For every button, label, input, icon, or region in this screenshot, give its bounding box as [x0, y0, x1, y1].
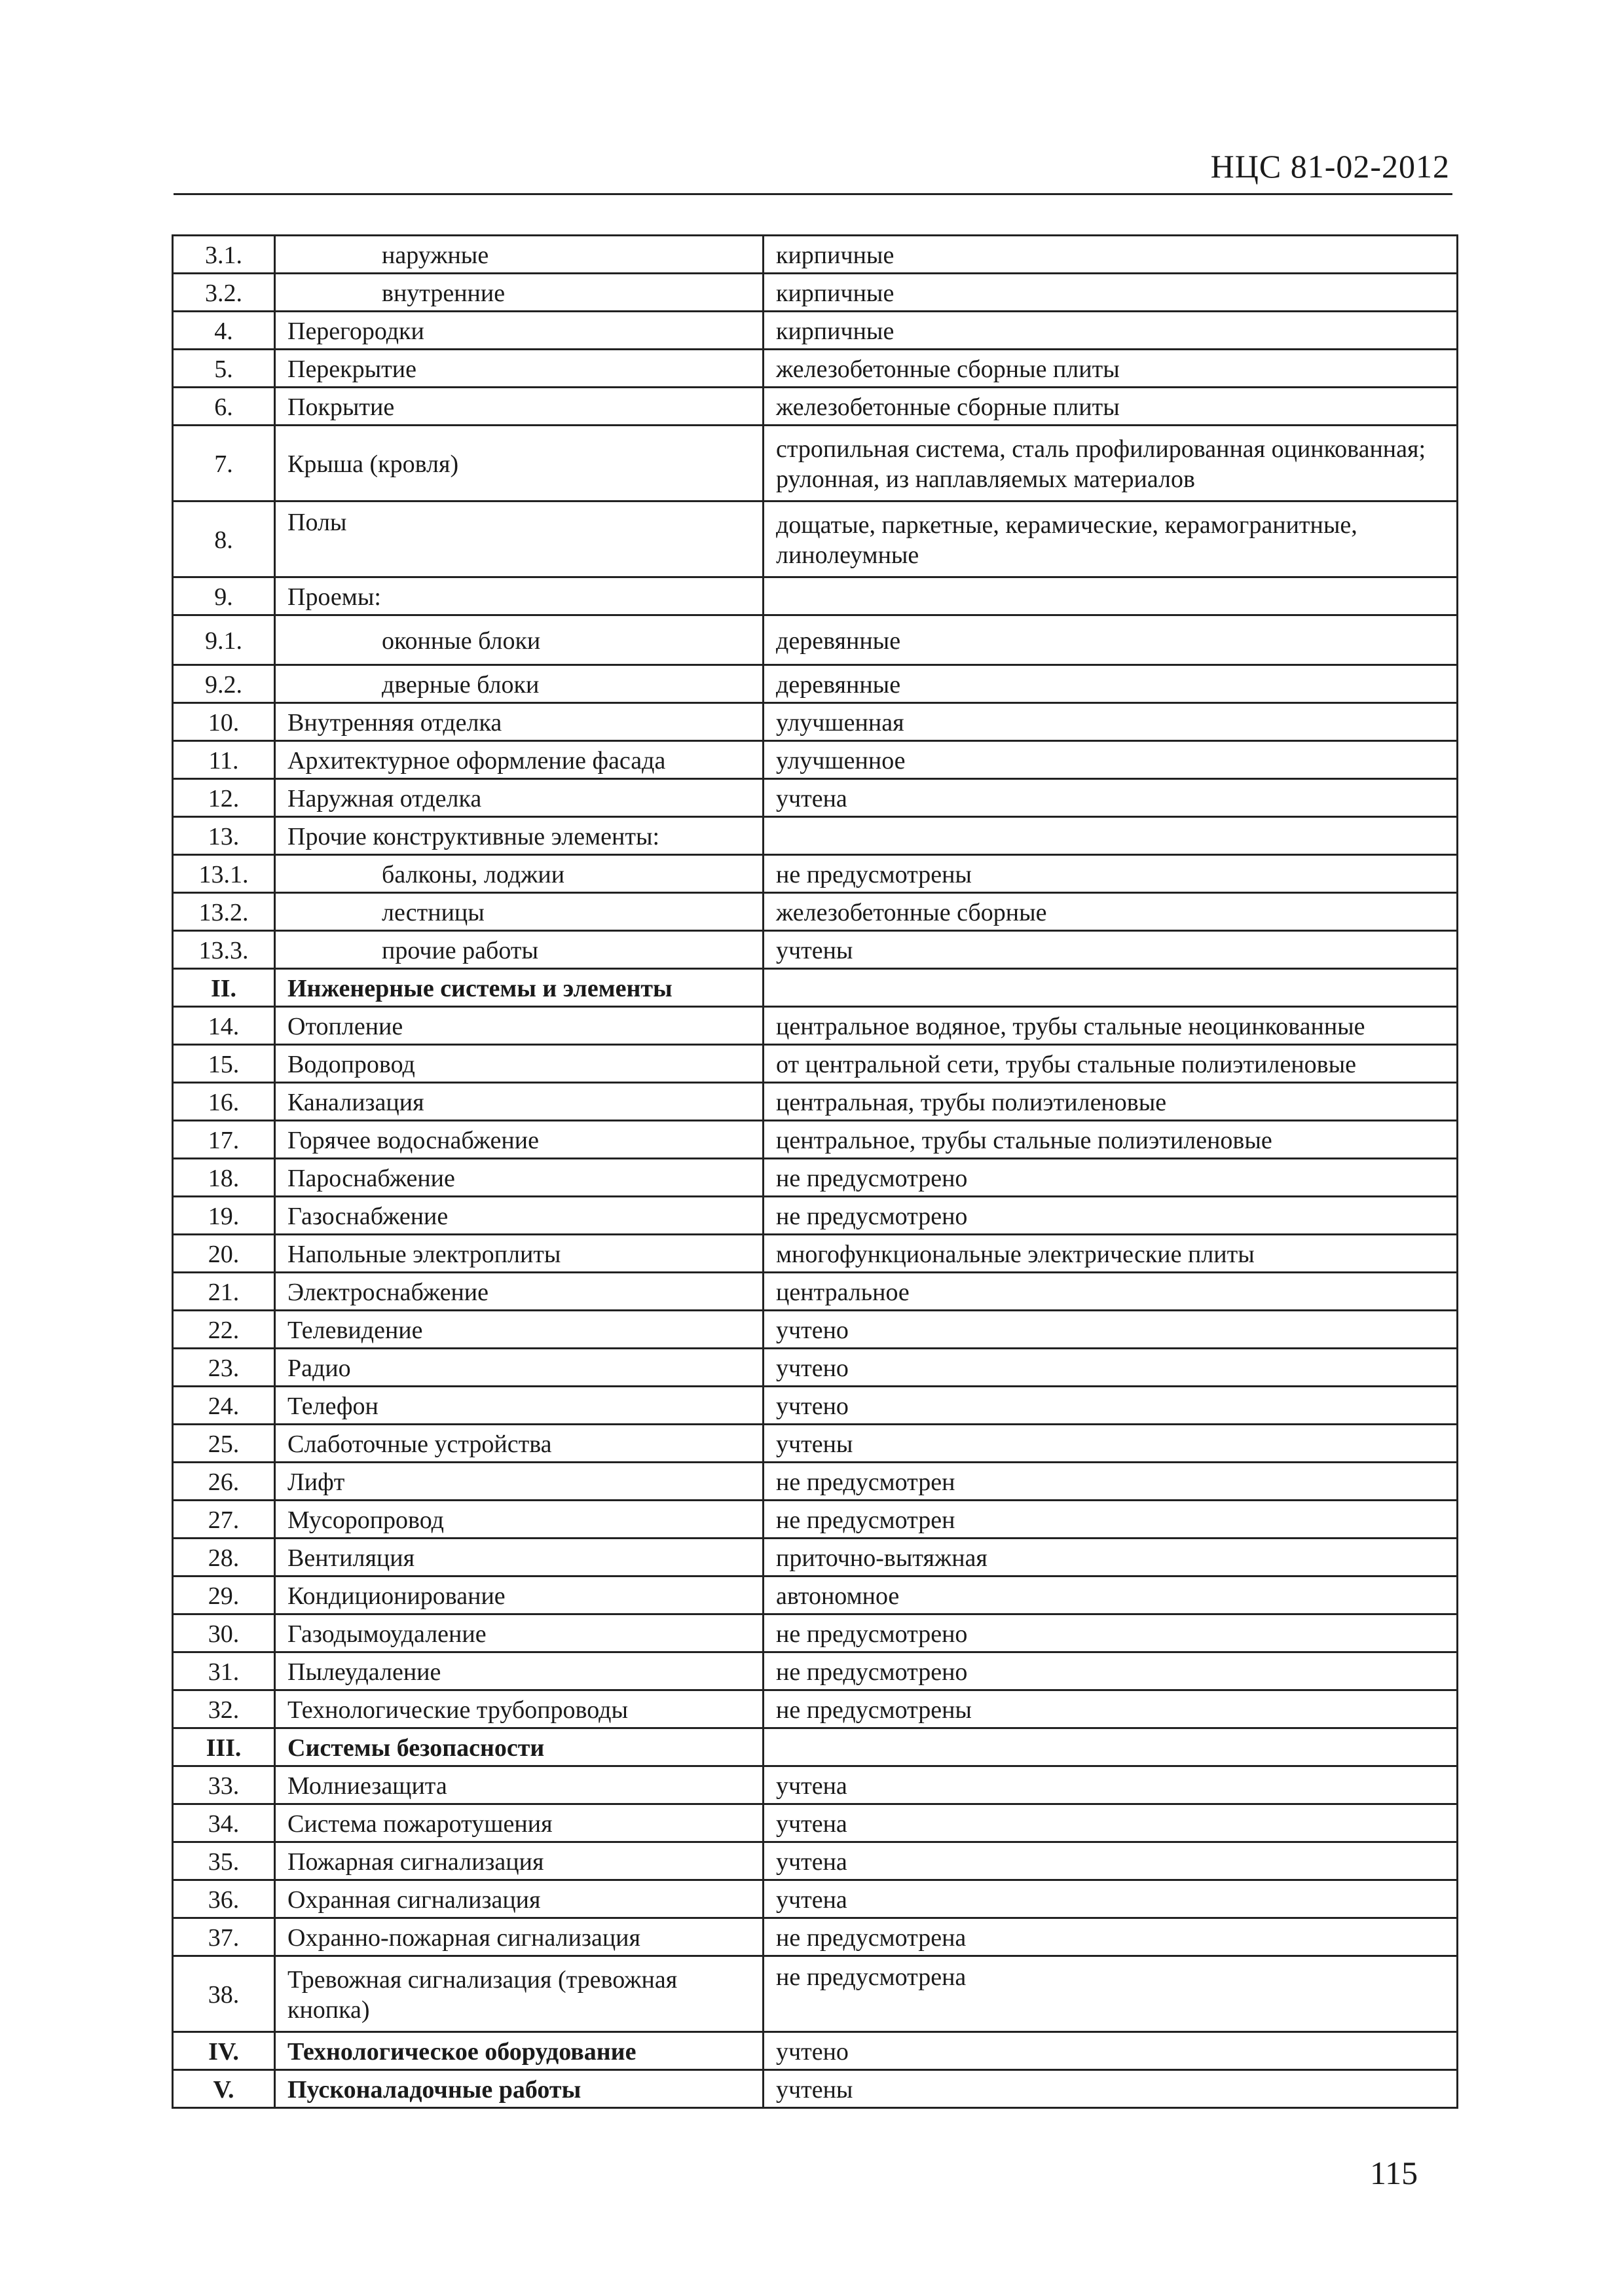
- table-row: [173, 577, 1458, 615]
- element-description: автономное: [764, 1576, 1458, 1614]
- element-name: Пусконаладочные работы: [275, 2070, 764, 2108]
- element-description: железобетонные сборные плиты: [764, 350, 1458, 388]
- element-description: кирпичные: [764, 236, 1458, 274]
- element-description: учтены: [764, 931, 1458, 969]
- row-number: 5.: [173, 350, 275, 388]
- table-row: [173, 1804, 1458, 1842]
- element-name: Перекрытие: [275, 350, 764, 388]
- element-name: Охранно-пожарная сигнализация: [275, 1918, 764, 1956]
- row-number: 32.: [173, 1690, 275, 1728]
- row-number: 31.: [173, 1652, 275, 1690]
- table-row: [173, 1501, 1458, 1539]
- table-row: [173, 1197, 1458, 1235]
- table-row: [173, 779, 1458, 817]
- row-number: 8.: [173, 501, 275, 577]
- element-name: Проемы:: [275, 577, 764, 615]
- row-number: 22.: [173, 1311, 275, 1349]
- element-description: не предусмотрено: [764, 1159, 1458, 1197]
- table-row: [173, 1614, 1458, 1652]
- row-number: 11.: [173, 741, 275, 779]
- row-number: III.: [173, 1728, 275, 1766]
- element-description: многофункциональные электрические плиты: [764, 1235, 1458, 1273]
- element-description: учтено: [764, 1311, 1458, 1349]
- table-row: [173, 426, 1458, 501]
- element-name: Тревожная сигнализация (тревожная кнопка): [275, 1956, 764, 2032]
- table-row: [173, 2032, 1458, 2070]
- row-number: 13.1.: [173, 855, 275, 893]
- element-description: центральное, трубы стальные полиэтиленовые: [764, 1121, 1458, 1159]
- row-number: 13.: [173, 817, 275, 855]
- table-row: [173, 855, 1458, 893]
- element-description: учтено: [764, 2032, 1458, 2070]
- element-description: не предусмотрена: [764, 1956, 1458, 2032]
- element-name: Молниезащита: [275, 1766, 764, 1804]
- row-number: 12.: [173, 779, 275, 817]
- element-description: не предусмотрены: [764, 1690, 1458, 1728]
- row-number: 36.: [173, 1880, 275, 1918]
- table-row: [173, 236, 1458, 274]
- table-row: [173, 1121, 1458, 1159]
- element-description: дощатые, паркетные, керамические, керамогранитные, линолеумные: [764, 501, 1458, 577]
- row-number: 13.3.: [173, 931, 275, 969]
- page-number: 115: [1370, 2155, 1418, 2191]
- element-description: учтена: [764, 1880, 1458, 1918]
- element-description: учтена: [764, 1842, 1458, 1880]
- element-name: Напольные электроплиты: [275, 1235, 764, 1273]
- element-description: не предусмотрена: [764, 1918, 1458, 1956]
- table-row: [173, 1159, 1458, 1197]
- row-number: 33.: [173, 1766, 275, 1804]
- table-row: [173, 1349, 1458, 1387]
- table-row: [173, 1842, 1458, 1880]
- table-row: [173, 1463, 1458, 1501]
- element-name: Система пожаротушения: [275, 1804, 764, 1842]
- element-name: Инженерные системы и элементы: [275, 969, 764, 1007]
- element-name: Мусоропровод: [275, 1501, 764, 1539]
- row-number: 34.: [173, 1804, 275, 1842]
- document-code: НЦС 81-02-2012: [1210, 148, 1450, 185]
- element-description: не предусмотрено: [764, 1652, 1458, 1690]
- row-number: 19.: [173, 1197, 275, 1235]
- table-row: [173, 1387, 1458, 1425]
- table-row: [173, 274, 1458, 312]
- table-row: [173, 1425, 1458, 1463]
- element-description: не предусмотрен: [764, 1463, 1458, 1501]
- element-description: приточно-вытяжная: [764, 1539, 1458, 1576]
- table-row: [173, 1690, 1458, 1728]
- row-number: 28.: [173, 1539, 275, 1576]
- element-name: Газоснабжение: [275, 1197, 764, 1235]
- element-description: [764, 1728, 1458, 1766]
- element-name: оконные блоки: [275, 615, 764, 665]
- element-name: Отопление: [275, 1007, 764, 1045]
- element-name: Крыша (кровля): [275, 426, 764, 501]
- element-name: Архитектурное оформление фасада: [275, 741, 764, 779]
- element-description: улучшенное: [764, 741, 1458, 779]
- row-number: 18.: [173, 1159, 275, 1197]
- table-row: [173, 350, 1458, 388]
- row-number: 7.: [173, 426, 275, 501]
- element-description: деревянные: [764, 615, 1458, 665]
- element-description: учтена: [764, 779, 1458, 817]
- element-description: не предусмотрены: [764, 855, 1458, 893]
- table-row: [173, 2070, 1458, 2108]
- element-name: Радио: [275, 1349, 764, 1387]
- row-number: 35.: [173, 1842, 275, 1880]
- row-number: 14.: [173, 1007, 275, 1045]
- table-row: [173, 312, 1458, 350]
- element-description: учтена: [764, 1804, 1458, 1842]
- element-name: Технологические трубопроводы: [275, 1690, 764, 1728]
- row-number: 9.: [173, 577, 275, 615]
- element-name: Технологическое оборудование: [275, 2032, 764, 2070]
- row-number: 24.: [173, 1387, 275, 1425]
- element-description: учтена: [764, 1766, 1458, 1804]
- element-name: Горячее водоснабжение: [275, 1121, 764, 1159]
- row-number: 15.: [173, 1045, 275, 1083]
- table-row: [173, 1652, 1458, 1690]
- element-name: Покрытие: [275, 388, 764, 426]
- element-description: стропильная система, сталь профилированная оцинкованная; рулонная, из наплавляемых материалов: [764, 426, 1458, 501]
- table-row: [173, 615, 1458, 665]
- row-number: 29.: [173, 1576, 275, 1614]
- row-number: 16.: [173, 1083, 275, 1121]
- table-row: [173, 501, 1458, 577]
- row-number: 6.: [173, 388, 275, 426]
- element-description: [764, 817, 1458, 855]
- element-name: Телефон: [275, 1387, 764, 1425]
- row-number: 13.2.: [173, 893, 275, 931]
- table-row: [173, 1045, 1458, 1083]
- element-name: Канализация: [275, 1083, 764, 1121]
- element-name: Полы: [275, 501, 764, 577]
- row-number: 3.2.: [173, 274, 275, 312]
- row-number: 25.: [173, 1425, 275, 1463]
- element-name: наружные: [275, 236, 764, 274]
- element-description: от центральной сети, трубы стальные полиэтиленовые: [764, 1045, 1458, 1083]
- element-name: Слаботочные устройства: [275, 1425, 764, 1463]
- specification-table: [172, 234, 1458, 2109]
- table-row: [173, 665, 1458, 703]
- element-description: кирпичные: [764, 274, 1458, 312]
- element-description: кирпичные: [764, 312, 1458, 350]
- element-name: Пароснабжение: [275, 1159, 764, 1197]
- row-number: 9.2.: [173, 665, 275, 703]
- row-number: 37.: [173, 1918, 275, 1956]
- table-row: [173, 1956, 1458, 2032]
- element-name: Пылеудаление: [275, 1652, 764, 1690]
- element-description: не предусмотрено: [764, 1614, 1458, 1652]
- element-name: Охранная сигнализация: [275, 1880, 764, 1918]
- element-name: прочие работы: [275, 931, 764, 969]
- table-row: [173, 1728, 1458, 1766]
- page-header: [174, 141, 1452, 195]
- element-description: учтено: [764, 1387, 1458, 1425]
- element-name: внутренние: [275, 274, 764, 312]
- row-number: 17.: [173, 1121, 275, 1159]
- row-number: 21.: [173, 1273, 275, 1311]
- element-name: лестницы: [275, 893, 764, 931]
- element-name: Вентиляция: [275, 1539, 764, 1576]
- table-row: [173, 1576, 1458, 1614]
- row-number: 3.1.: [173, 236, 275, 274]
- element-name: Прочие конструктивные элементы:: [275, 817, 764, 855]
- row-number: 4.: [173, 312, 275, 350]
- element-name: Электроснабжение: [275, 1273, 764, 1311]
- table-row: [173, 1880, 1458, 1918]
- element-description: не предусмотрено: [764, 1197, 1458, 1235]
- element-name: Телевидение: [275, 1311, 764, 1349]
- row-number: IV.: [173, 2032, 275, 2070]
- table-row: [173, 931, 1458, 969]
- table-row: [173, 1311, 1458, 1349]
- element-description: не предусмотрен: [764, 1501, 1458, 1539]
- row-number: 23.: [173, 1349, 275, 1387]
- table-row: [173, 969, 1458, 1007]
- table-row: [173, 1083, 1458, 1121]
- table-row: [173, 1918, 1458, 1956]
- row-number: 9.1.: [173, 615, 275, 665]
- table-row: [173, 1539, 1458, 1576]
- table-row: [173, 893, 1458, 931]
- element-description: [764, 969, 1458, 1007]
- element-name: Перегородки: [275, 312, 764, 350]
- element-name: Пожарная сигнализация: [275, 1842, 764, 1880]
- table-row: [173, 1235, 1458, 1273]
- element-description: деревянные: [764, 665, 1458, 703]
- element-name: Водопровод: [275, 1045, 764, 1083]
- element-name: Газодымоудаление: [275, 1614, 764, 1652]
- element-description: железобетонные сборные плиты: [764, 388, 1458, 426]
- element-description: учтены: [764, 1425, 1458, 1463]
- element-description: улучшенная: [764, 703, 1458, 741]
- element-description: железобетонные сборные: [764, 893, 1458, 931]
- element-name: балконы, лоджии: [275, 855, 764, 893]
- element-description: центральная, трубы полиэтиленовые: [764, 1083, 1458, 1121]
- row-number: 26.: [173, 1463, 275, 1501]
- element-name: Внутренняя отделка: [275, 703, 764, 741]
- table-row: [173, 703, 1458, 741]
- element-name: Системы безопасности: [275, 1728, 764, 1766]
- element-description: центральное: [764, 1273, 1458, 1311]
- row-number: 27.: [173, 1501, 275, 1539]
- element-description: учтены: [764, 2070, 1458, 2108]
- element-name: Кондиционирование: [275, 1576, 764, 1614]
- table-row: [173, 817, 1458, 855]
- table-row: [173, 741, 1458, 779]
- element-description: [764, 577, 1458, 615]
- row-number: V.: [173, 2070, 275, 2108]
- element-name: дверные блоки: [275, 665, 764, 703]
- row-number: II.: [173, 969, 275, 1007]
- row-number: 10.: [173, 703, 275, 741]
- element-name: Наружная отделка: [275, 779, 764, 817]
- table-row: [173, 1766, 1458, 1804]
- table-row: [173, 1273, 1458, 1311]
- element-description: учтено: [764, 1349, 1458, 1387]
- element-name: Лифт: [275, 1463, 764, 1501]
- table-row: [173, 1007, 1458, 1045]
- row-number: 30.: [173, 1614, 275, 1652]
- element-description: центральное водяное, трубы стальные неоцинкованные: [764, 1007, 1458, 1045]
- row-number: 38.: [173, 1956, 275, 2032]
- row-number: 20.: [173, 1235, 275, 1273]
- table-row: [173, 388, 1458, 426]
